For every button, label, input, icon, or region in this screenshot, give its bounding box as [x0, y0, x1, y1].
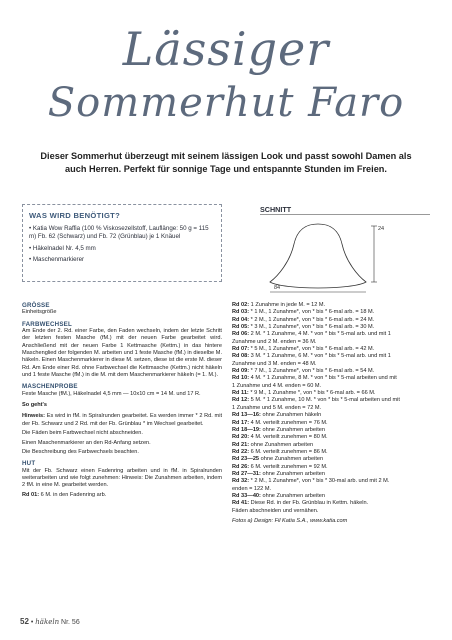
round-row: Zunahme und 2 M. enden = 36 M.: [232, 338, 317, 345]
round-row: Rd 03: * 1 M., 1 Zunahme*, von * bis * 6-mal arb. = 18 M.: [232, 309, 375, 316]
materials-list: [29, 225, 215, 268]
hinweis-text: Hinweis: Es wird in fM. in Spiralrunden gearbeitet. Es werden immer * 2 Rd. mit der Fb. Schwarz und 2 Rd. mit der Fb. Grünblau * im Wechsel gearbeitet.: [22, 413, 222, 427]
round-row: Rd 23—25 ohne Zunahmen arbeiten: [232, 456, 324, 463]
magazine-name: häkeln: [35, 618, 60, 626]
round-row: Rd 08: 3 M. * 1 Zunahme, 6 M. * von * bis * 5-mal arb. und mit 1: [232, 353, 391, 360]
materials-item: • Maschenmarkierer: [29, 256, 85, 264]
farbwechsel-text: Am Ende der 2. Rd. einer Farbe, den Faden wechseln, indem der letzte Schritt der letzten festen Masche (fM.) mit der neuen Farbe gearbeitet wird. Anschließend mit der neuen Farbe 1 Kettmasche (Kettm.) in das hintere Maschenglied der folgenden M. arbeiten und 1 feste Masche (fM.) in dieselbe M. häkeln. Einen Maschenmarkierer in diese M. setzen, diese ist die erste M. dieser Rd. Am Ende einer Rd. ohne Farbwechsel die Kettmasche (Kettm.) nicht häkeln und 1 feste Masche (fM.) in die M. mit dem Maschenmarkierer häkeln (= 1. M.).: [22, 328, 222, 379]
round-row: Rd 09: * 7 M., 1 Zunahme*, von * bis * 6-mal arb. = 54 M.: [232, 368, 375, 375]
round-row: Rd 06: 2 M. * 1 Zunahme, 4 M. * von * bis * 5-mal arb. und mit 1: [232, 331, 391, 338]
round-row: Rd 11: * 9 M., 1 Zunahme *, von * bis * 6-mal arb. = 66 M.: [232, 390, 376, 397]
note-line: Die Beschreibung des Farbwechsels beachten.: [22, 448, 139, 455]
instructions-left-column: [22, 302, 222, 501]
round-row: Rd 05: * 3 M., 1 Zunahme*, von * bis * 6-mal arb. = 30 M.: [232, 324, 375, 331]
instructions-right-column: [232, 302, 438, 525]
round-row: Rd 22: 6 M. verteilt zunehmen = 86 M.: [232, 448, 328, 455]
intro-text: Dieser Sommerhut überzeugt mit seinem lässigen Look und passt sowohl Damen als auch Herren. Perfekt für sonnige Tage und entspannte Stunden im Freien.: [40, 151, 412, 174]
round-row: Rd 26: 6 M. verteilt zunehmen = 92 M.: [232, 463, 328, 470]
page-footer: 52 • häkeln Nr. 56: [20, 617, 80, 626]
round-row: Rd 27—31: ohne Zunahmen arbeiten: [232, 470, 325, 477]
round-row: Rd 07: * 5 M., 1 Zunahme*, von * bis * 6-mal arb. = 42 M.: [232, 346, 375, 353]
round-row: Rd 41: Diese Rd. in der Fb. Grünblau in Kettm. häkeln.: [232, 500, 369, 507]
round-row: enden = 122 M.: [232, 485, 272, 492]
photo-credit: Fotos a) Design: Fil Katia S.A., www.katia.com: [232, 517, 348, 524]
round-row: Rd 21: ohne Zunahmen arbeiten: [232, 441, 314, 448]
so-gehts-heading: So geht's: [22, 402, 47, 409]
section-heading-maschenprobe: MASCHENPROBE: [22, 383, 78, 391]
round-row: 1 Zunahme und 5 M. enden = 72 M.: [232, 404, 322, 411]
schnitt-label: SCHNITT: [260, 205, 292, 214]
round-row: Rd 32: * 2 M., 1 Zunahme*, von * bis * 30-mal arb. und mit 2 M.: [232, 478, 390, 485]
height-label: 24: [378, 226, 385, 232]
title-line-1: Lässiger: [122, 22, 330, 76]
width-label: 84: [274, 285, 281, 291]
hut-text: Mit der Fb. Schwarz einen Fadenring arbeiten und in fM. in Spiralrunden weiterarbeiten und wie folgt zunehmen: Hinweis: Die Zunahmen arbeiten, indem 2 fM. in eine M. gearbeitet werden.: [22, 467, 222, 489]
hat-diagram: [256, 216, 432, 296]
round-row: Rd 20: 4 M. verteilt zunehmen = 80 M.: [232, 434, 328, 441]
issue-number: Nr. 56: [61, 619, 80, 626]
materials-box: [22, 204, 222, 282]
section-heading-farbwechsel: FARBWECHSEL: [22, 320, 72, 328]
round-row: Rd 12: 5 M. * 1 Zunahme, 10 M. * von * bis * 5-mal arbeiten und mit: [232, 397, 400, 404]
hat-outline: [270, 224, 366, 288]
round-01: Rd 01: 6 M. in den Fadenring arb.: [22, 491, 107, 498]
section-heading-hut: HUT: [22, 460, 36, 468]
round-row: Zunahme und 3 M. enden = 48 M.: [232, 360, 317, 367]
title-line-2: Sommerhut Faro: [47, 80, 405, 126]
round-row: Rd 13—16: ohne Zunahmen häkeln: [232, 412, 322, 419]
round-row: Rd 02: 1 Zunahme in jede M. = 12 M.: [232, 302, 326, 308]
schnitt-rule: [260, 214, 430, 215]
materials-heading: WAS WIRD BENÖTIGT?: [29, 211, 121, 220]
materials-item: • Katia Wow Raffia (100 % Viskosezellstoff, Lauflänge: 50 g = 115 m) Fb. 62 (Schwarz) und Fb. 72 (Grünblau) je 1 Knäuel: [29, 225, 209, 241]
note-line: Die Fäden beim Farbwechsel nicht abschneiden.: [22, 430, 143, 437]
maschenprobe-text: Feste Masche (fM.), Häkelnadel 4,5 mm — 10x10 cm = 14 M. und 17 R.: [22, 390, 201, 397]
round-row: Rd 33—40: ohne Zunahmen arbeiten: [232, 492, 325, 499]
round-row: 1 Zunahme und 4 M. enden = 60 M.: [232, 382, 322, 389]
round-row: Rd 18—19: ohne Zunahmen arbeiten: [232, 426, 325, 433]
round-row: Rd 10: 4 M. * 1 Zunahme, 8 M. * von * bis * 5-mal arbeiten und mit: [232, 375, 397, 382]
round-row: Fäden abschneiden und vernähen.: [232, 507, 319, 514]
groesse-text: Einheitsgröße: [22, 309, 57, 316]
section-heading-groesse: GRÖSSE: [22, 302, 50, 309]
round-row: Rd 04: * 2 M., 1 Zunahme*, von * bis * 6-mal arb. = 24 M.: [232, 316, 375, 323]
note-line: Einen Maschenmarkierer an den Rd-Anfang setzen.: [22, 439, 151, 446]
materials-item: • Häkelnadel Nr. 4,5 mm: [29, 244, 96, 252]
page-number: 52: [20, 617, 29, 626]
round-row: Rd 17: 4 M. verteilt zunehmen = 76 M.: [232, 419, 328, 426]
hinweis-label: Hinweis:: [22, 413, 46, 420]
